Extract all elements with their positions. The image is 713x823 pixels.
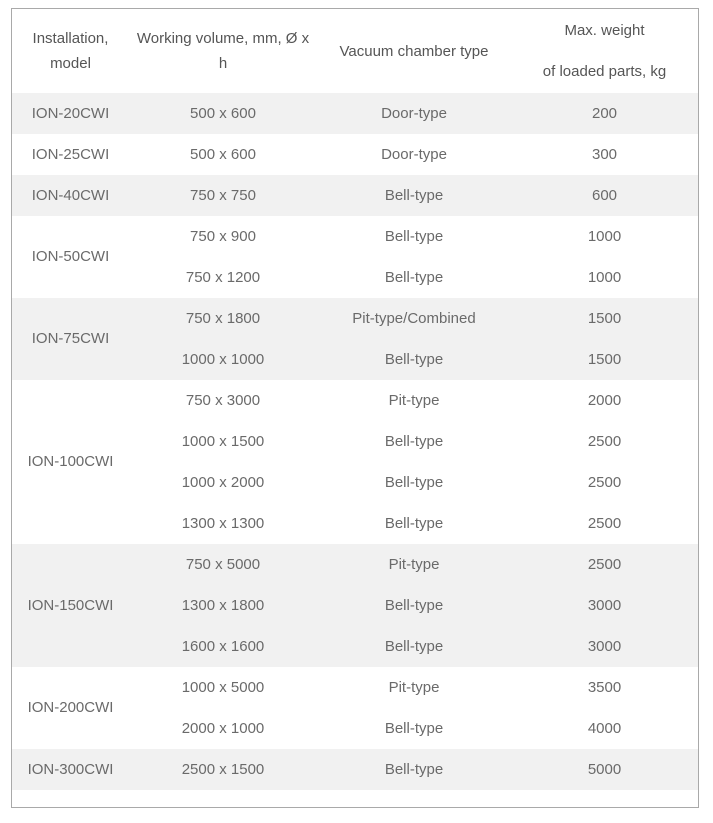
model-group (12, 749, 698, 790)
table-row (12, 667, 698, 708)
chamber-type-cell: Bell-type (317, 421, 511, 462)
max-weight-cell: 1500 (511, 339, 698, 380)
header-weight-line2: of loaded parts, kg (542, 63, 667, 80)
chamber-type-cell: Pit-type (317, 380, 511, 421)
model-cell: ION-75CWI (12, 298, 129, 380)
volume-cell: 1000 x 5000 (129, 667, 317, 708)
header-max-weight (511, 9, 698, 93)
chamber-type-cell: Bell-type (317, 339, 511, 380)
model-group (12, 544, 698, 667)
header-weight-line1: Max. weight (564, 22, 645, 39)
chamber-type-cell: Bell-type (317, 749, 511, 790)
max-weight-cell: 600 (511, 175, 698, 216)
model-group (12, 175, 698, 216)
volume-cell: 1000 x 1000 (129, 339, 317, 380)
chamber-type-cell: Pit-type (317, 544, 511, 585)
max-weight-cell: 3500 (511, 667, 698, 708)
max-weight-cell: 3000 (511, 626, 698, 667)
model-cell: ION-50CWI (12, 216, 129, 298)
model-cell: ION-25CWI (12, 134, 129, 175)
volume-cell: 750 x 1200 (129, 257, 317, 298)
volume-cell: 750 x 1800 (129, 298, 317, 339)
model-cell: ION-300CWI (12, 749, 129, 790)
header-working-volume (129, 9, 317, 93)
table-row (12, 298, 698, 339)
model-cell: ION-150CWI (12, 544, 129, 667)
max-weight-cell: 2500 (511, 462, 698, 503)
model-cell: ION-200CWI (12, 667, 129, 749)
chamber-type-cell: Bell-type (317, 175, 511, 216)
installations-table-frame (11, 8, 699, 808)
chamber-type-cell: Bell-type (317, 216, 511, 257)
table-row (12, 749, 698, 790)
max-weight-cell: 2500 (511, 421, 698, 462)
volume-cell: 1600 x 1600 (129, 626, 317, 667)
model-cell: ION-100CWI (12, 380, 129, 544)
header-volume-line2: h (218, 55, 228, 72)
chamber-type-cell: Pit-type/Combined (317, 298, 511, 339)
chamber-type-cell: Bell-type (317, 585, 511, 626)
volume-cell: 2500 x 1500 (129, 749, 317, 790)
volume-cell: 1000 x 1500 (129, 421, 317, 462)
chamber-type-cell: Bell-type (317, 626, 511, 667)
max-weight-cell: 1000 (511, 257, 698, 298)
table-row (12, 134, 698, 175)
volume-cell: 750 x 3000 (129, 380, 317, 421)
header-installation-model (12, 9, 129, 93)
table-row (12, 380, 698, 421)
max-weight-cell: 2000 (511, 380, 698, 421)
model-group (12, 667, 698, 749)
chamber-type-cell: Door-type (317, 93, 511, 134)
max-weight-cell: 2500 (511, 544, 698, 585)
max-weight-cell: 1500 (511, 298, 698, 339)
model-group (12, 298, 698, 380)
volume-cell: 500 x 600 (129, 134, 317, 175)
model-cell: ION-40CWI (12, 175, 129, 216)
volume-cell: 1300 x 1300 (129, 503, 317, 544)
volume-cell: 2000 x 1000 (129, 708, 317, 749)
model-group (12, 216, 698, 298)
chamber-type-cell: Door-type (317, 134, 511, 175)
table-header (12, 9, 698, 93)
header-chamber-type: Vacuum chamber type (339, 42, 489, 60)
model-group (12, 380, 698, 544)
model-group (12, 93, 698, 134)
table-row (12, 216, 698, 257)
table-row (12, 175, 698, 216)
model-cell: ION-20CWI (12, 93, 129, 134)
chamber-type-cell: Bell-type (317, 708, 511, 749)
max-weight-cell: 200 (511, 93, 698, 134)
table-row (12, 544, 698, 585)
volume-cell: 750 x 900 (129, 216, 317, 257)
volume-cell: 750 x 5000 (129, 544, 317, 585)
volume-cell: 1000 x 2000 (129, 462, 317, 503)
max-weight-cell: 4000 (511, 708, 698, 749)
chamber-type-cell: Bell-type (317, 503, 511, 544)
chamber-type-cell: Bell-type (317, 462, 511, 503)
installations-table (12, 9, 698, 790)
max-weight-cell: 1000 (511, 216, 698, 257)
chamber-type-cell: Bell-type (317, 257, 511, 298)
chamber-type-cell: Pit-type (317, 667, 511, 708)
max-weight-cell: 2500 (511, 503, 698, 544)
header-installation-line1: Installation, (32, 30, 109, 47)
header-row (12, 9, 698, 93)
max-weight-cell: 300 (511, 134, 698, 175)
volume-cell: 1300 x 1800 (129, 585, 317, 626)
header-volume-line1: Working volume, mm, Ø x (136, 30, 310, 47)
table-row (12, 93, 698, 134)
volume-cell: 750 x 750 (129, 175, 317, 216)
volume-cell: 500 x 600 (129, 93, 317, 134)
max-weight-cell: 5000 (511, 749, 698, 790)
header-installation-line2: model (50, 55, 91, 72)
max-weight-cell: 3000 (511, 585, 698, 626)
model-group (12, 134, 698, 175)
